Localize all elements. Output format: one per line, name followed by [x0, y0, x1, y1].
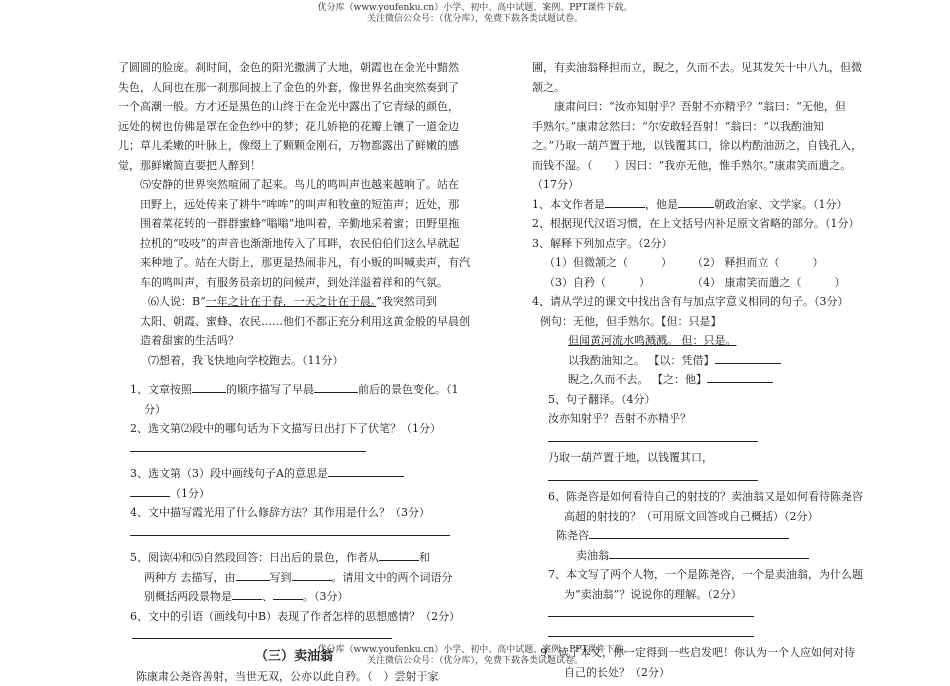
- translate-sentence: 汝亦知射乎？吾射不亦精乎？: [532, 409, 872, 429]
- answer-line[interactable]: [130, 439, 366, 452]
- question-text: 写到: [270, 571, 292, 584]
- question-text: 为“卖油翁”？说说你的理解。（2分）: [532, 585, 872, 605]
- word-item: （2） 释担而立（ ）: [692, 256, 824, 269]
- question-4: 4、请从学过的课文中找出含有与加点字意义相同的句子。（3分）: [532, 292, 872, 312]
- text-line: 陈康肃公尧咨善射，当世无双，公亦以此自矜。（ ）尝射于家: [118, 667, 470, 686]
- page-header: [0, 3, 950, 25]
- answer-blank[interactable]: [273, 587, 303, 600]
- answer-blank[interactable]: [605, 195, 645, 208]
- answer-line[interactable]: [548, 468, 758, 481]
- question-text: 别概括两段景物是: [144, 590, 232, 603]
- question-text: 两种方 去描写，由: [144, 571, 236, 584]
- answer-line[interactable]: [609, 546, 809, 559]
- answer-blank[interactable]: [292, 568, 332, 581]
- text-line: 而钱不湿。（ ）因曰：“我亦无他，惟手熟尔。”康肃笑而遣之。: [532, 156, 872, 176]
- answer-blank[interactable]: [678, 195, 714, 208]
- footer-line-2: 关注微信公众号：（优分库），免费下载各类试题试卷。: [0, 656, 950, 667]
- text-line: 造着甜蜜的生活吗？: [140, 331, 470, 351]
- question-text: 6、文中的引语（画线句中B）表现了作者怎样的思想感情？（2分）: [130, 607, 470, 627]
- question-text: 的顺序描写了早晨: [226, 383, 314, 396]
- word-item: （3）自矜（ ）: [544, 273, 692, 293]
- text-line: 儿；草儿柔嫩的叶脉上，像缀上了颗颗金刚石，万物都露出了鲜嫩的感: [118, 136, 470, 156]
- text-line: ⑸安静的世界突然喧闹了起来。鸟儿的鸣叫声也越来越响了。站在: [140, 175, 470, 195]
- question-1: [532, 195, 872, 215]
- question-text: 1、本文作者是: [532, 198, 605, 211]
- word-item: （4） 康肃笑而遣之（ ）: [692, 276, 846, 289]
- question-text: 和: [419, 551, 430, 564]
- question-text: （1分）: [170, 487, 210, 500]
- passage-paragraph-4: [118, 58, 470, 175]
- question-text: 。（3分）: [303, 590, 349, 603]
- question-4: [118, 503, 470, 542]
- question-text: 4、文中描写霞光用了什么修辞方法？其作用是什么？（3分）: [130, 503, 470, 523]
- text-line: 圃，有卖油翁释担而立，睨之，久而不去。见其发矢十中八九，但微: [532, 58, 872, 78]
- passage-paragraph-5: [118, 175, 470, 292]
- text-line: 远处的树也仿佛是罩在金色纱中的梦；花儿娇艳的花瓣上镶了一道金边: [118, 117, 470, 137]
- question-text: 朝政治家、文学家。（1分）: [714, 198, 848, 211]
- text-line: 一个高潮一般。方才还是黑色的山终于在金光中露出了它青绿的颜色，: [118, 97, 470, 117]
- text-line: 来种地了。站在大街上，那更是热闹非凡，有小贩的叫喊卖声，有汽: [140, 253, 470, 273]
- answer-line[interactable]: [548, 604, 754, 617]
- question-6: 6、陈尧咨是如何看待自己的射技的？卖油翁又是如何看待陈尧咨: [532, 487, 872, 507]
- answer-line[interactable]: [548, 624, 754, 637]
- left-column: [118, 58, 470, 686]
- answer-blank[interactable]: [236, 568, 270, 581]
- text-line: 康肃问曰：“汝亦知射乎？吾射不亦精乎？”翁曰：“无他，但: [532, 97, 872, 117]
- text-line: 车的鸣叫声，有服务员亲切的问候声，到处洋溢着祥和的气氛。: [140, 273, 470, 293]
- answer-blank[interactable]: [232, 587, 262, 600]
- section-title: （三）卖油翁: [118, 647, 470, 667]
- answer-line[interactable]: [132, 626, 392, 639]
- answer-blank[interactable]: [130, 484, 170, 497]
- question-text: 。请用文中的两个词语分: [332, 571, 453, 584]
- question-3: [118, 464, 470, 503]
- word-item: （1）但微颔之（ ）: [544, 253, 692, 273]
- text-line: 失色，人间也在那一刹那间披上了金色的外套，像世界名曲突然奏到了: [118, 78, 470, 98]
- text-line: 之。”乃取一葫芦置于地，以钱覆其口，徐以杓酌油沥之，自钱孔入，: [532, 136, 872, 156]
- answer-blank[interactable]: [192, 380, 226, 393]
- text-fragment: ”我突然司到: [376, 295, 437, 308]
- question-5: [118, 548, 470, 607]
- answer-line[interactable]: [589, 526, 789, 539]
- question-text: 、: [262, 590, 273, 603]
- header-line-1: 优分库（www.youfenku.cn）小学、初中、高中试题、案例、PPT课件下载。: [0, 3, 950, 14]
- question-text: 高超的射技的？（可用原文回答或自己概括）（2分）: [532, 507, 872, 527]
- answer-blank[interactable]: [314, 380, 358, 393]
- text-line: 田野上，远处传来了耕牛“哞哞”的叫声和牧童的短笛声；近处，那: [140, 195, 470, 215]
- question-5: 5、句子翻译。（4分）: [532, 390, 872, 410]
- translate-sentence: 乃取一葫芦置于地，以钱覆其口，: [532, 448, 872, 468]
- text-line: 太阳、朝霞、蜜蜂、农民……他们不都正充分利用这黄金般的早晨创: [140, 312, 470, 332]
- header-line-2: 关注微信公众号：（优分库），免费下载各类试题试卷。: [0, 14, 950, 25]
- question-text: 自己的长处？（2分）: [532, 663, 872, 683]
- text-line: 手熟尔。”康肃忿然曰：“尔安敢轻吾射！”翁曰：“以我酌油知: [532, 117, 872, 137]
- question-text: ，他是: [645, 198, 678, 211]
- question-text: 5、阅读⑷和⑸自然段回答：日出后的景色，作者从: [130, 551, 379, 564]
- text-line: 拉机的“吱吱”的声音也渐渐地传入了耳畔，农民伯伯们这么早就起: [140, 234, 470, 254]
- question-9: 9、读了本文，你一定得到一些启发吧！你认为一个人应如何对待: [532, 643, 872, 663]
- question-6: [118, 607, 470, 627]
- question-2: [118, 419, 470, 458]
- answer-line[interactable]: [130, 523, 450, 536]
- question-2: 2、根据现代汉语习惯，在上文括号内补足原文省略的部分。（1分）: [532, 214, 872, 234]
- question-text: 2、选文第⑵段中的哪句话为下文描写日出打下了伏笔？（1分）: [130, 419, 470, 439]
- question-text: 1、文章按照: [130, 383, 192, 396]
- underlined-quote-b: 一年之计在于春，一天之计在于晨。: [206, 295, 377, 308]
- text-fragment: ⑹人说：B“: [140, 295, 206, 308]
- footer-line-1: 优分库（www.youfenku.cn）小学、初中、高中试题、案例、PPT课件下载。: [0, 645, 950, 656]
- answer-line[interactable]: [548, 429, 758, 442]
- question-text: 3、选文第（3）段中画线句子A的意思是: [130, 467, 328, 480]
- right-column: [532, 58, 872, 682]
- question-text: 以我酌油知之。 【以：凭借】: [568, 354, 715, 367]
- question-text: 卖油翁: [576, 549, 609, 562]
- text-line: 觉，那鲜嫩简直要把人醉到！: [118, 156, 470, 176]
- passage-paragraph-6: [118, 292, 470, 370]
- answer-blank[interactable]: [379, 548, 419, 561]
- question-3: 3、解释下列加点字。（2分）: [532, 234, 872, 254]
- answer-blank[interactable]: [328, 464, 404, 477]
- question-1: [118, 380, 470, 419]
- question-7: 7、本文写了两个人物，一个是陈尧咨，一个是卖油翁，为什么题: [532, 565, 872, 585]
- question-text: 分）: [130, 400, 470, 420]
- text-line: 围着菜花转的一群群蜜蜂“嗡嗡”地叫着，辛勤地采着蜜；田野里拖: [140, 214, 470, 234]
- text-line: 了圆圆的脸庞。刹时间，金色的阳光撒满了大地，朝霞也在金光中黯然: [118, 58, 470, 78]
- question-text: 陈尧咨: [556, 529, 589, 542]
- score-label: （17分）: [532, 175, 872, 195]
- page-footer: [0, 645, 950, 667]
- answer-sentence: 但闻黄河流水鸣溅溅。 但：只是。: [568, 334, 737, 347]
- question-text: 前后的景色变化。（1: [358, 383, 459, 396]
- text-line: 颔之。: [532, 78, 872, 98]
- answer-blank[interactable]: [707, 370, 773, 383]
- example-sentence: 例句：无他，但手熟尔。【但：只是】: [532, 312, 872, 332]
- question-text: 睨之,久而不去。 【之：他】: [568, 373, 707, 386]
- answer-blank[interactable]: [715, 351, 781, 364]
- passage-paragraph-7: ⑺想着，我飞快地向学校跑去。（11分）: [140, 351, 470, 371]
